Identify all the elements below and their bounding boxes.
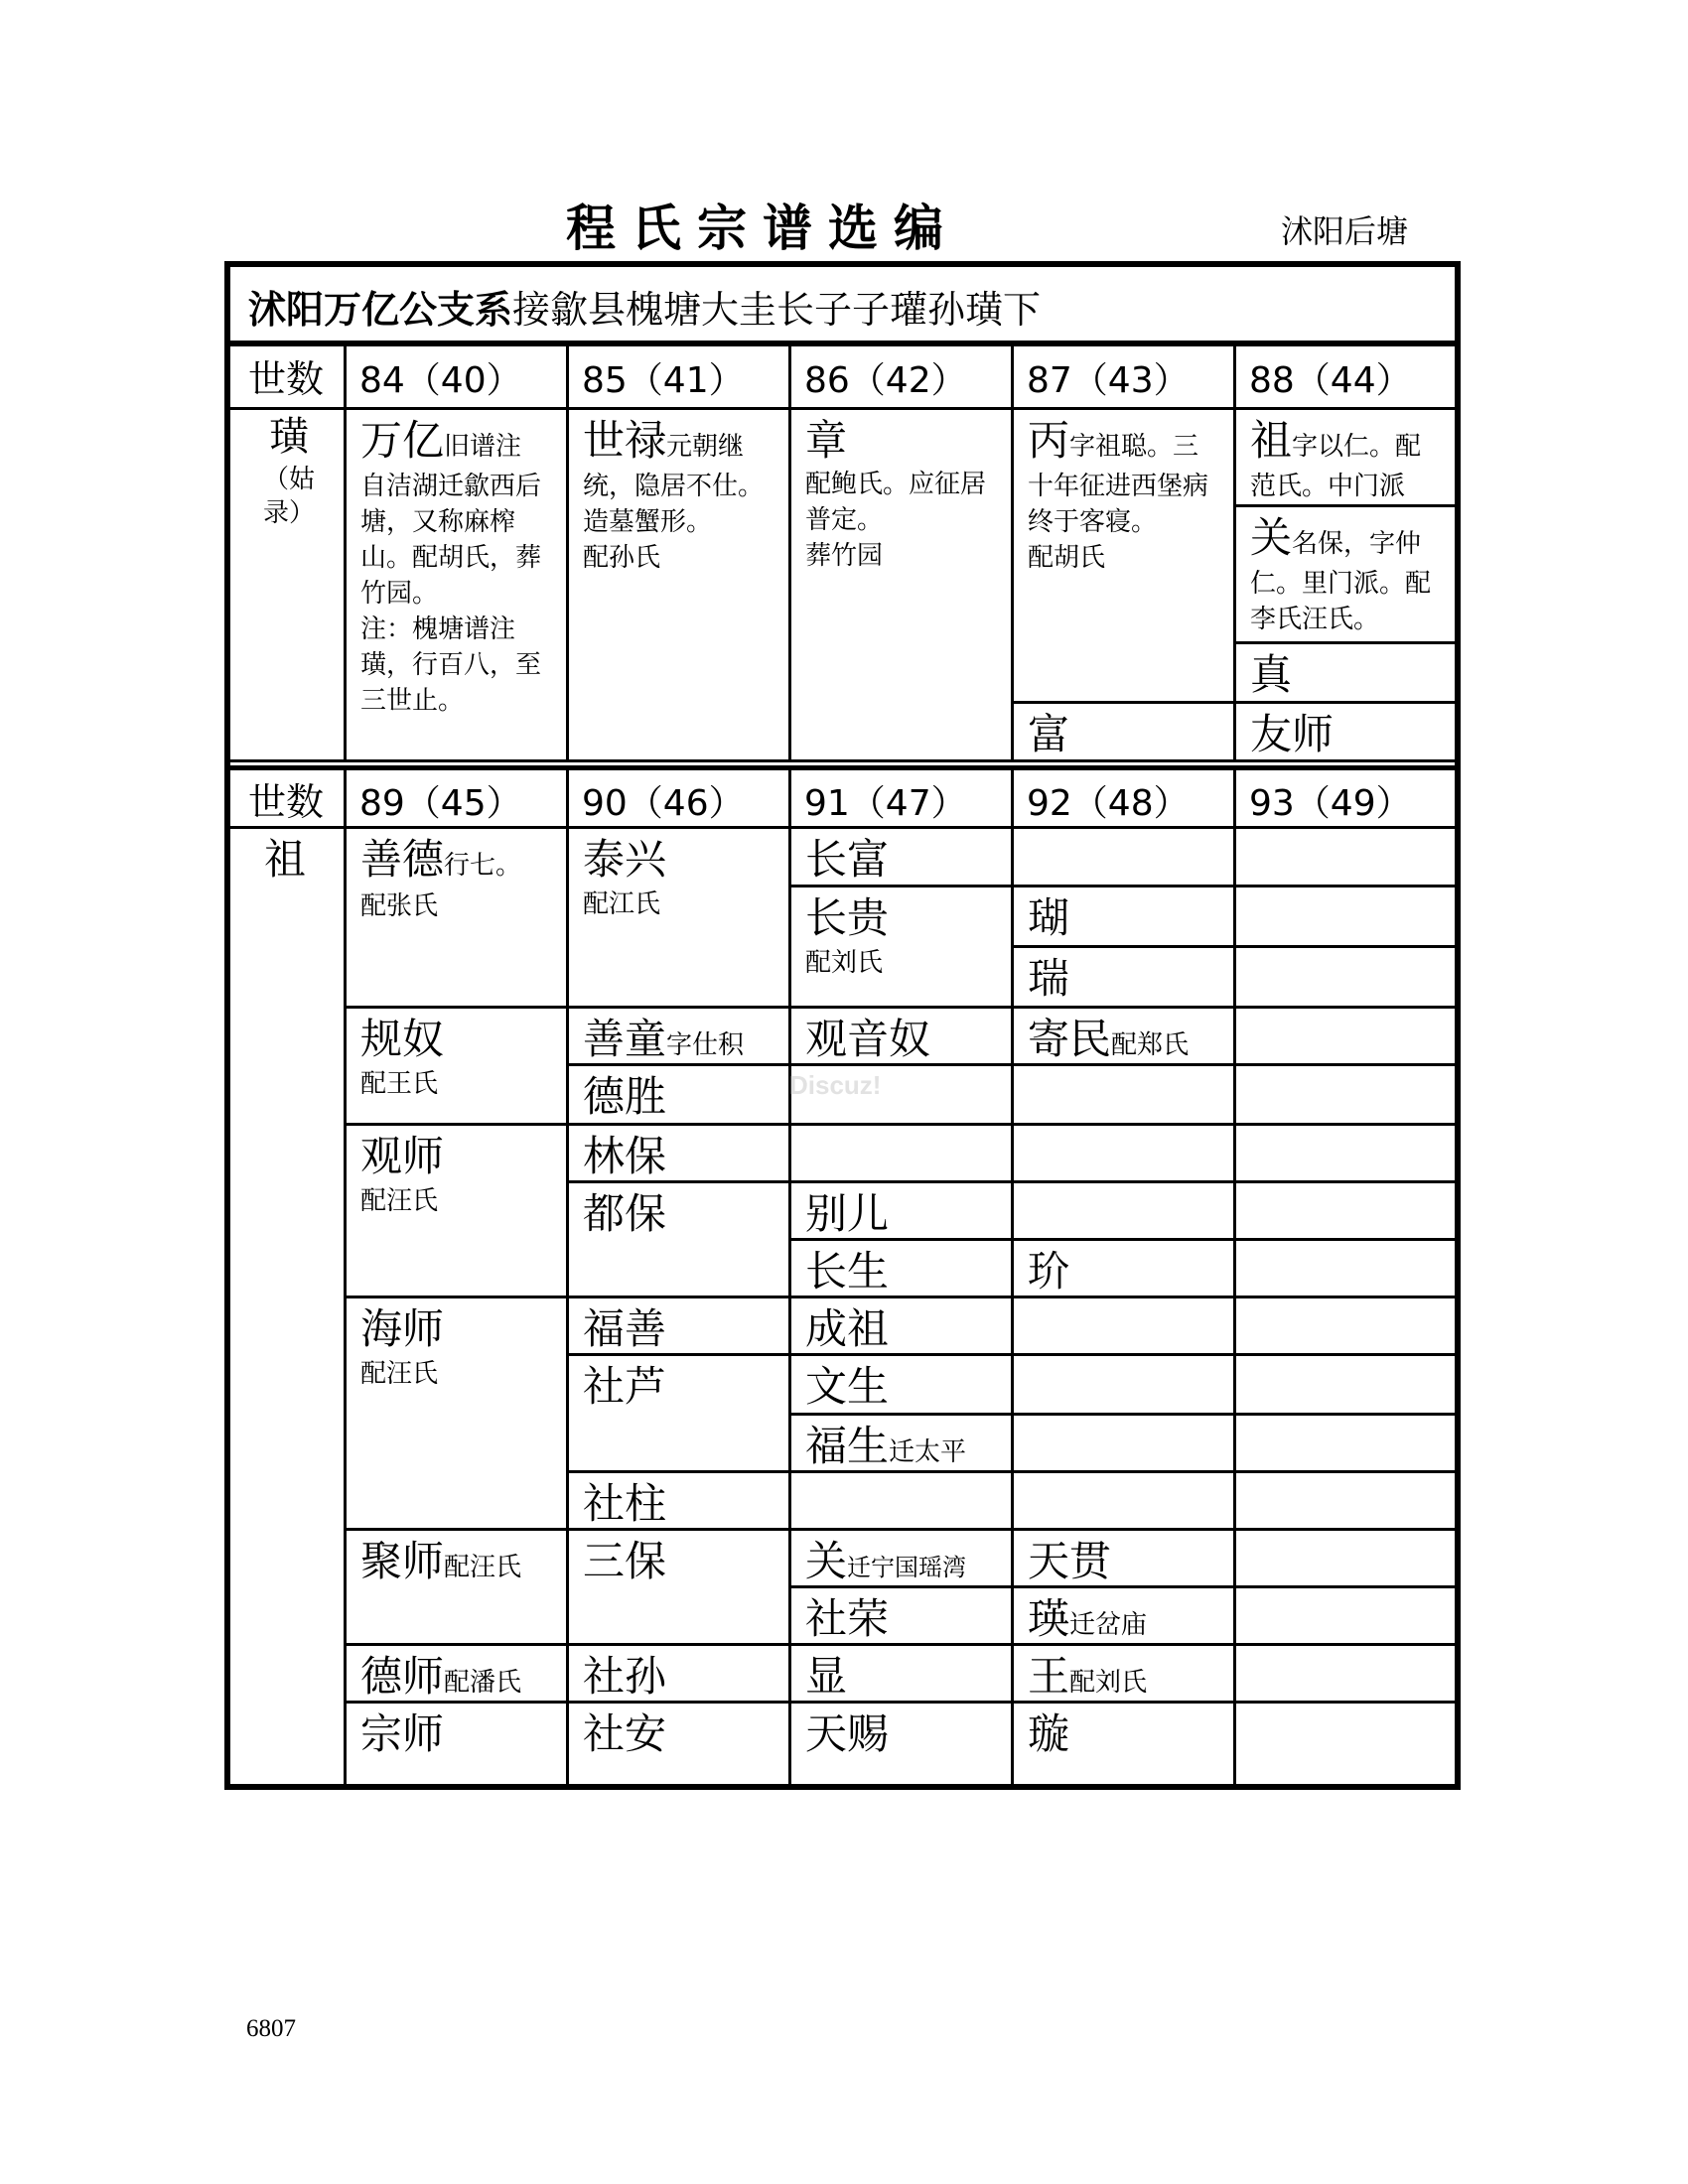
person-name: 万亿	[360, 416, 445, 465]
person-name: 章	[805, 416, 848, 465]
person-spouse: 配孙氏	[583, 543, 661, 573]
person-name: 观师	[360, 1132, 445, 1180]
person-jimin	[1014, 1010, 1232, 1067]
person-guanshi	[347, 1127, 565, 1220]
gen-84: 84（40）	[359, 360, 522, 401]
person-spouse: 配江氏	[583, 889, 661, 919]
person-guan	[1236, 508, 1455, 637]
gen-87: 87（43）	[1027, 360, 1190, 401]
person-tianguan: 天贯	[1028, 1537, 1112, 1585]
person-shelu: 社芦	[583, 1362, 667, 1411]
person-name: 善童	[583, 1015, 667, 1063]
person-shezhu: 社柱	[583, 1479, 667, 1528]
person-zhen: 真	[1250, 650, 1293, 699]
person-name: 世禄	[583, 416, 667, 465]
location-label: 沭阳后塘	[1281, 212, 1409, 250]
person-name: 聚师	[360, 1537, 445, 1585]
generation-label: 世数	[248, 357, 325, 401]
person-changfu: 长富	[805, 835, 890, 884]
banner	[248, 285, 1041, 335]
person-name: 德师	[360, 1652, 445, 1701]
person-inline: 元朝继	[666, 432, 745, 462]
person-body: 仁。里门派。配李氏汪氏。	[1250, 569, 1432, 634]
gen-86: 86（42）	[804, 360, 967, 401]
person-xuan: 璇	[1028, 1709, 1070, 1758]
person-tianci: 天赐	[805, 1709, 890, 1758]
person-xian: 显	[805, 1652, 848, 1701]
person-name: 规奴	[360, 1015, 445, 1063]
person-body: 统，隐居不仕。造墓蟹形。	[583, 472, 765, 537]
person-spouse: 配胡氏	[1028, 543, 1106, 573]
person-fushan: 福善	[583, 1304, 667, 1353]
person-fusheng	[791, 1417, 1010, 1474]
person-inline: 迁太平	[889, 1437, 967, 1467]
person-shande	[347, 830, 565, 925]
person-inline: 字仕积	[666, 1030, 745, 1060]
person-note: 注：槐塘谱注璜，行百八，至三世止。	[360, 614, 542, 716]
person-spouse: 配汪氏	[444, 1553, 522, 1582]
person-body: 自洁湖迁歙西后塘，又称麻榨山。配胡氏，葬竹园。	[360, 472, 542, 609]
person-name: 王	[1028, 1652, 1070, 1701]
person-name: 善德	[360, 835, 445, 884]
page-title: 程氏宗谱选编	[566, 199, 959, 257]
person-name: 祖	[1250, 416, 1293, 465]
person-body: 范氏。中门派	[1250, 472, 1406, 501]
person-guinu	[347, 1010, 565, 1103]
person-wanyi	[347, 411, 565, 719]
person-spouse: 配刘氏	[1069, 1668, 1148, 1698]
person-body: 十年征进西堡病终于客寝。	[1028, 472, 1209, 537]
person-name: 海师	[360, 1304, 445, 1353]
person-name: 寄民	[1028, 1015, 1112, 1063]
person-inline: 迁宁国瑶湾	[847, 1554, 967, 1581]
person-spouse: 配郑氏	[1111, 1030, 1190, 1060]
person-name: 丙	[1028, 416, 1070, 465]
person-zu	[1236, 411, 1455, 504]
person-name: 关	[1250, 513, 1293, 562]
person-spouse: 配王氏	[360, 1069, 439, 1099]
page-number: 6807	[246, 2015, 296, 2042]
person-ying	[1014, 1589, 1232, 1647]
person-desheng: 德胜	[583, 1072, 667, 1121]
person-burial: 葬竹园	[805, 541, 884, 571]
root-zu: 祖	[263, 835, 306, 884]
person-shesun: 社孙	[583, 1652, 667, 1701]
person-spouse: 配汪氏	[360, 1186, 439, 1216]
root-name: 璜	[269, 414, 309, 460]
person-changgui	[791, 888, 1010, 982]
person-guan-91	[791, 1532, 1010, 1589]
person-fu: 富	[1028, 710, 1070, 758]
person-name: 关	[805, 1537, 848, 1585]
person-sanbao: 三保	[583, 1537, 667, 1585]
person-youshi: 友师	[1250, 710, 1335, 758]
person-haishi	[347, 1299, 565, 1393]
person-spouse: 配张氏	[360, 891, 439, 921]
person-inline: 名保，字仲	[1292, 529, 1422, 559]
person-taixing	[569, 830, 787, 923]
person-sherong: 社荣	[805, 1594, 890, 1643]
banner-lineage: 接歙县槐塘大圭长子子瓘孙璜下	[512, 288, 1042, 332]
watermark: Discuz!	[789, 1070, 882, 1100]
person-shilu	[569, 411, 787, 576]
person-zhang	[791, 411, 1010, 574]
person-inline: 字以仁。配	[1292, 432, 1422, 462]
gen-88: 88（44）	[1249, 360, 1412, 401]
person-zongshi: 宗师	[360, 1709, 445, 1758]
person-spouse: 配刘氏	[805, 948, 884, 978]
person-name: 瑛	[1028, 1594, 1070, 1643]
person-jie: 玠	[1028, 1247, 1070, 1296]
gen-92: 92（48）	[1027, 783, 1190, 824]
person-spouse: 配潘氏	[444, 1668, 522, 1698]
person-bieer: 别儿	[805, 1189, 890, 1238]
person-shean: 社安	[583, 1709, 667, 1758]
person-bing	[1014, 411, 1232, 576]
person-name: 泰兴	[583, 835, 667, 884]
generation-label-2: 世数	[248, 780, 325, 824]
person-guanyinnu: 观音奴	[805, 1015, 931, 1063]
person-wang	[1014, 1647, 1232, 1705]
gen-93: 93（49）	[1249, 783, 1412, 824]
root-ancestor	[234, 411, 344, 530]
person-wensheng: 文生	[805, 1362, 890, 1411]
gen-91: 91（47）	[804, 783, 967, 824]
gen-90: 90（46）	[582, 783, 745, 824]
person-inline: 旧谱注	[444, 432, 522, 462]
gen-89: 89（45）	[359, 783, 522, 824]
person-jushi	[347, 1532, 565, 1589]
person-body: 配鲍氏。应征居普定。	[805, 470, 987, 535]
person-deshi	[347, 1647, 565, 1705]
person-chengzu: 成祖	[805, 1304, 890, 1353]
person-inline: 行七。	[444, 851, 522, 881]
banner-branch: 沭阳万亿公支系	[248, 287, 513, 332]
person-rui: 瑞	[1028, 954, 1070, 1003]
person-dubao: 都保	[583, 1189, 667, 1238]
person-shantong	[569, 1010, 787, 1067]
person-inline: 字祖聪。三	[1069, 432, 1199, 462]
person-inline: 迁岔庙	[1069, 1610, 1148, 1640]
person-name: 长贵	[805, 893, 890, 942]
person-linbao: 林保	[583, 1132, 667, 1180]
person-changsheng: 长生	[805, 1247, 890, 1296]
root-note: （姑录）	[262, 465, 315, 528]
gen-85: 85（41）	[582, 360, 745, 401]
person-hu: 瑚	[1028, 893, 1070, 942]
person-spouse: 配汪氏	[360, 1359, 439, 1389]
person-name: 福生	[805, 1422, 890, 1470]
